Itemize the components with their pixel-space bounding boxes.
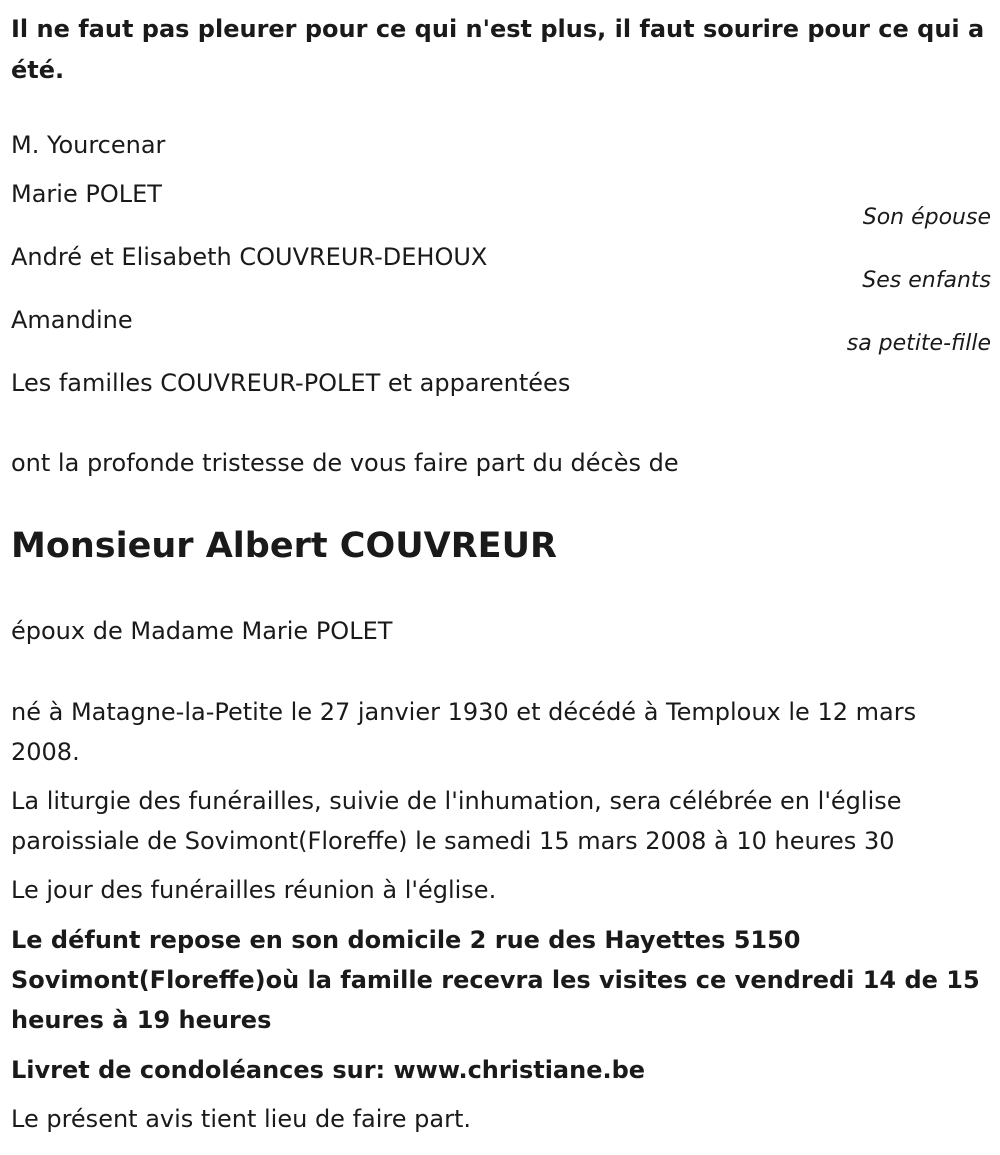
deceased-name: Monsieur Albert COUVREUR (11, 526, 557, 566)
family-member-spouse: Marie POLET (11, 180, 162, 208)
quote-author: M. Yourcenar (11, 131, 166, 159)
liturgy-text: La liturgie des funérailles, suivie de l'inhumation, sera célébrée en l'église paroissiale de Sovimont(Floreffe) le samedi 15 mars 2008 à 10 heures 30 (11, 787, 902, 855)
family-member-children: André et Elisabeth COUVREUR-DEHOUX (11, 243, 488, 271)
epigraph-quote: Il ne faut pas pleurer pour ce qui n'est plus, il faut sourire pour ce qui a été. (11, 15, 985, 84)
birth-death-text: né à Matagne-la-Petite le 27 janvier 1930 et décédé à Temploux le 12 mars 2008. (11, 698, 917, 766)
closing-text: Le présent avis tient lieu de faire part. (11, 1105, 471, 1133)
announcement-text: ont la profonde tristesse de vous faire part du décès de (11, 449, 679, 477)
family-member-families: Les familles COUVREUR-POLET et apparentées (11, 369, 571, 397)
condolences-text: Livret de condoléances sur: www.christiane.be (11, 1056, 646, 1084)
repose-text: Le défunt repose en son domicile 2 rue des Hayettes 5150 Sovimont(Floreffe)où la famille recevra les visites ce vendredi 14 de 15 heures à 19 heures (11, 926, 980, 1034)
relation-spouse: Son épouse (862, 205, 991, 230)
relation-granddaughter: sa petite-fille (846, 331, 991, 356)
relation-children: Ses enfants (862, 268, 991, 293)
spouse-line: époux de Madame Marie POLET (11, 617, 393, 645)
family-member-granddaughter: Amandine (11, 306, 133, 334)
meeting-text: Le jour des funérailles réunion à l'église. (11, 876, 497, 904)
